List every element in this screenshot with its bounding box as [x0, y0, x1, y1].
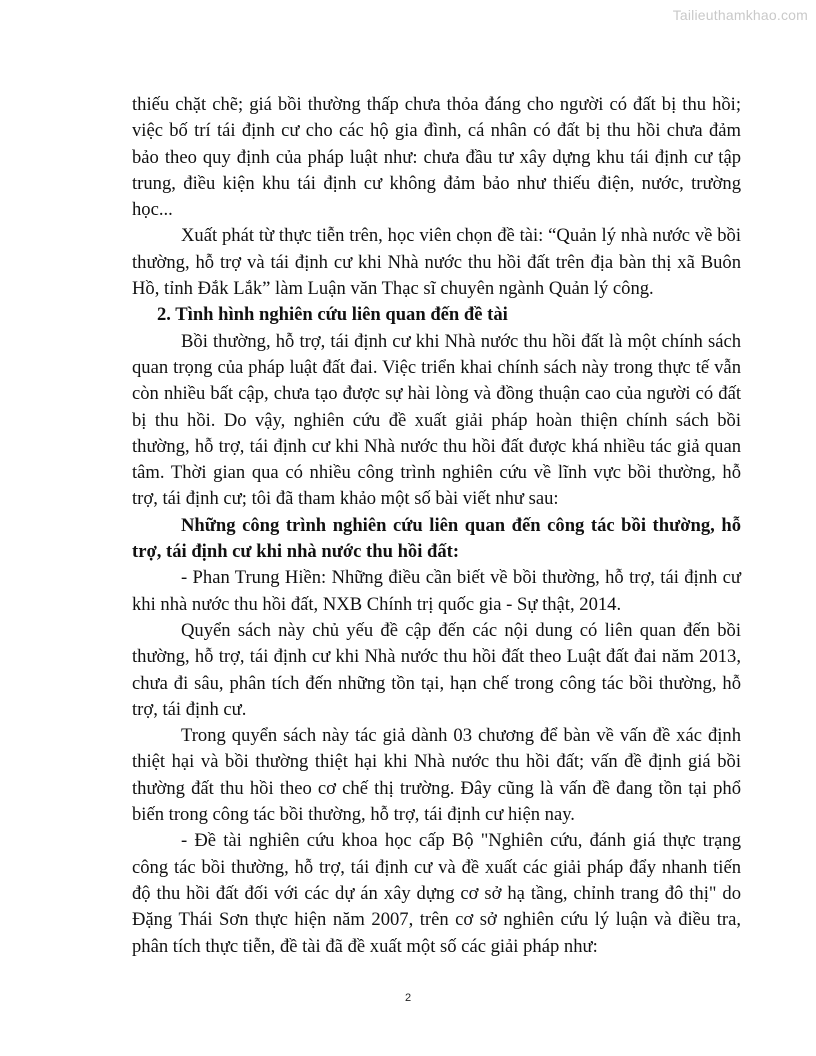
paragraph-intro: Bồi thường, hỗ trợ, tái định cư khi Nhà nước thu hồi đất là một chính sách quan trọng của pháp luật đất đai. Việc triển khai chính sách này trong thực tế vẫn còn nhiều bất cập, chưa tạo được sự hài lòng và đồng thuận cao của người có đất bị thu hồi. Do vậy, nghiên cứu đề xuất giải pháp hoàn thiện chính sách bồi thường, hỗ trợ, tái định cư khi Nhà nước thu hồi đất được khá nhiều tác giả quan tâm. Thời gian qua có nhiều công trình nghiên cứu về lĩnh vực bồi thường, hỗ trợ, tái định cư; tôi đã tham khảo một số bài viết như sau:: [132, 330, 741, 510]
paragraph-reference-dang-thai-son: - Đề tài nghiên cứu khoa học cấp Bộ "Nghiên cứu, đánh giá thực trạng công tác bồi thường, hỗ trợ, tái định cư và đề xuất các giải pháp đẩy nhanh tiến độ thu hồi đất đối với các dự án xây dựng cơ sở hạ tầng, chỉnh trang đô thị" do Đặng Thái Sơn thực hiện năm 2007, trên cơ sở nghiên cứu lý luận và điều tra, phân tích thực tiễn, đề tài đã đề xuất một số các giải pháp như:: [132, 830, 741, 957]
paragraph-book-summary: Quyển sách này chủ yếu đề cập đến các nội dung có liên quan đến bồi thường, hỗ trợ, tái định cư khi Nhà nước thu hồi đất theo Luật đất đai năm 2013, chưa đi sâu, phân tích đến những tồn tại, hạn chế trong công tác bồi thường, hỗ trợ, tái định cư.: [132, 619, 741, 720]
watermark-text: Tailieuthamkhao.com: [672, 7, 808, 23]
section-heading: 2. Tình hình nghiên cứu liên quan đến đề tài: [157, 304, 508, 326]
paragraph-topic-selection: Xuất phát từ thực tiễn trên, học viên chọn đề tài: “Quản lý nhà nước về bồi thường, hỗ trợ và tái định cư khi Nhà nước thu hồi đất trên địa bàn thị xã Buôn Hồ, tỉnh Đắk Lắk” làm Luận văn Thạc sĩ chuyên ngành Quản lý công.: [132, 225, 741, 300]
paragraph-book-chapters: Trong quyển sách này tác giả dành 03 chương để bàn về vấn đề xác định thiệt hại và bồi thường thiệt hại khi Nhà nước thu hồi đất; vấn đề định giá bồi thường đất thu hồi theo cơ chế thị trường. Đây cũng là vấn đề đang tồn tại phổ biến trong công tác bồi thường, hỗ trợ, tái định cư hiện nay.: [132, 725, 741, 826]
paragraph-reference-phan-trung-hien: - Phan Trung Hiền: Những điều cần biết về bồi thường, hỗ trợ, tái định cư khi nhà nước thu hồi đất, NXB Chính trị quốc gia - Sự thật, 2014.: [132, 567, 741, 615]
paragraph-continuation: thiếu chặt chẽ; giá bồi thường thấp chưa thỏa đáng cho người có đất bị thu hồi; việc bố trí tái định cư cho các hộ gia đình, cá nhân có đất bị thu hồi chưa đảm bảo theo quy định của pháp luật như: chưa đầu tư xây dựng khu tái định cư tập trung, điều kiện khu tái định cư không đảm bảo như thiếu điện, nước, trường học...: [132, 94, 741, 221]
document-body: [132, 92, 741, 960]
subheading-research-works: Những công trình nghiên cứu liên quan đến công tác bồi thường, hỗ trợ, tái định cư khi nhà nước thu hồi đất:: [132, 514, 741, 563]
page-number: 2: [404, 992, 412, 1004]
